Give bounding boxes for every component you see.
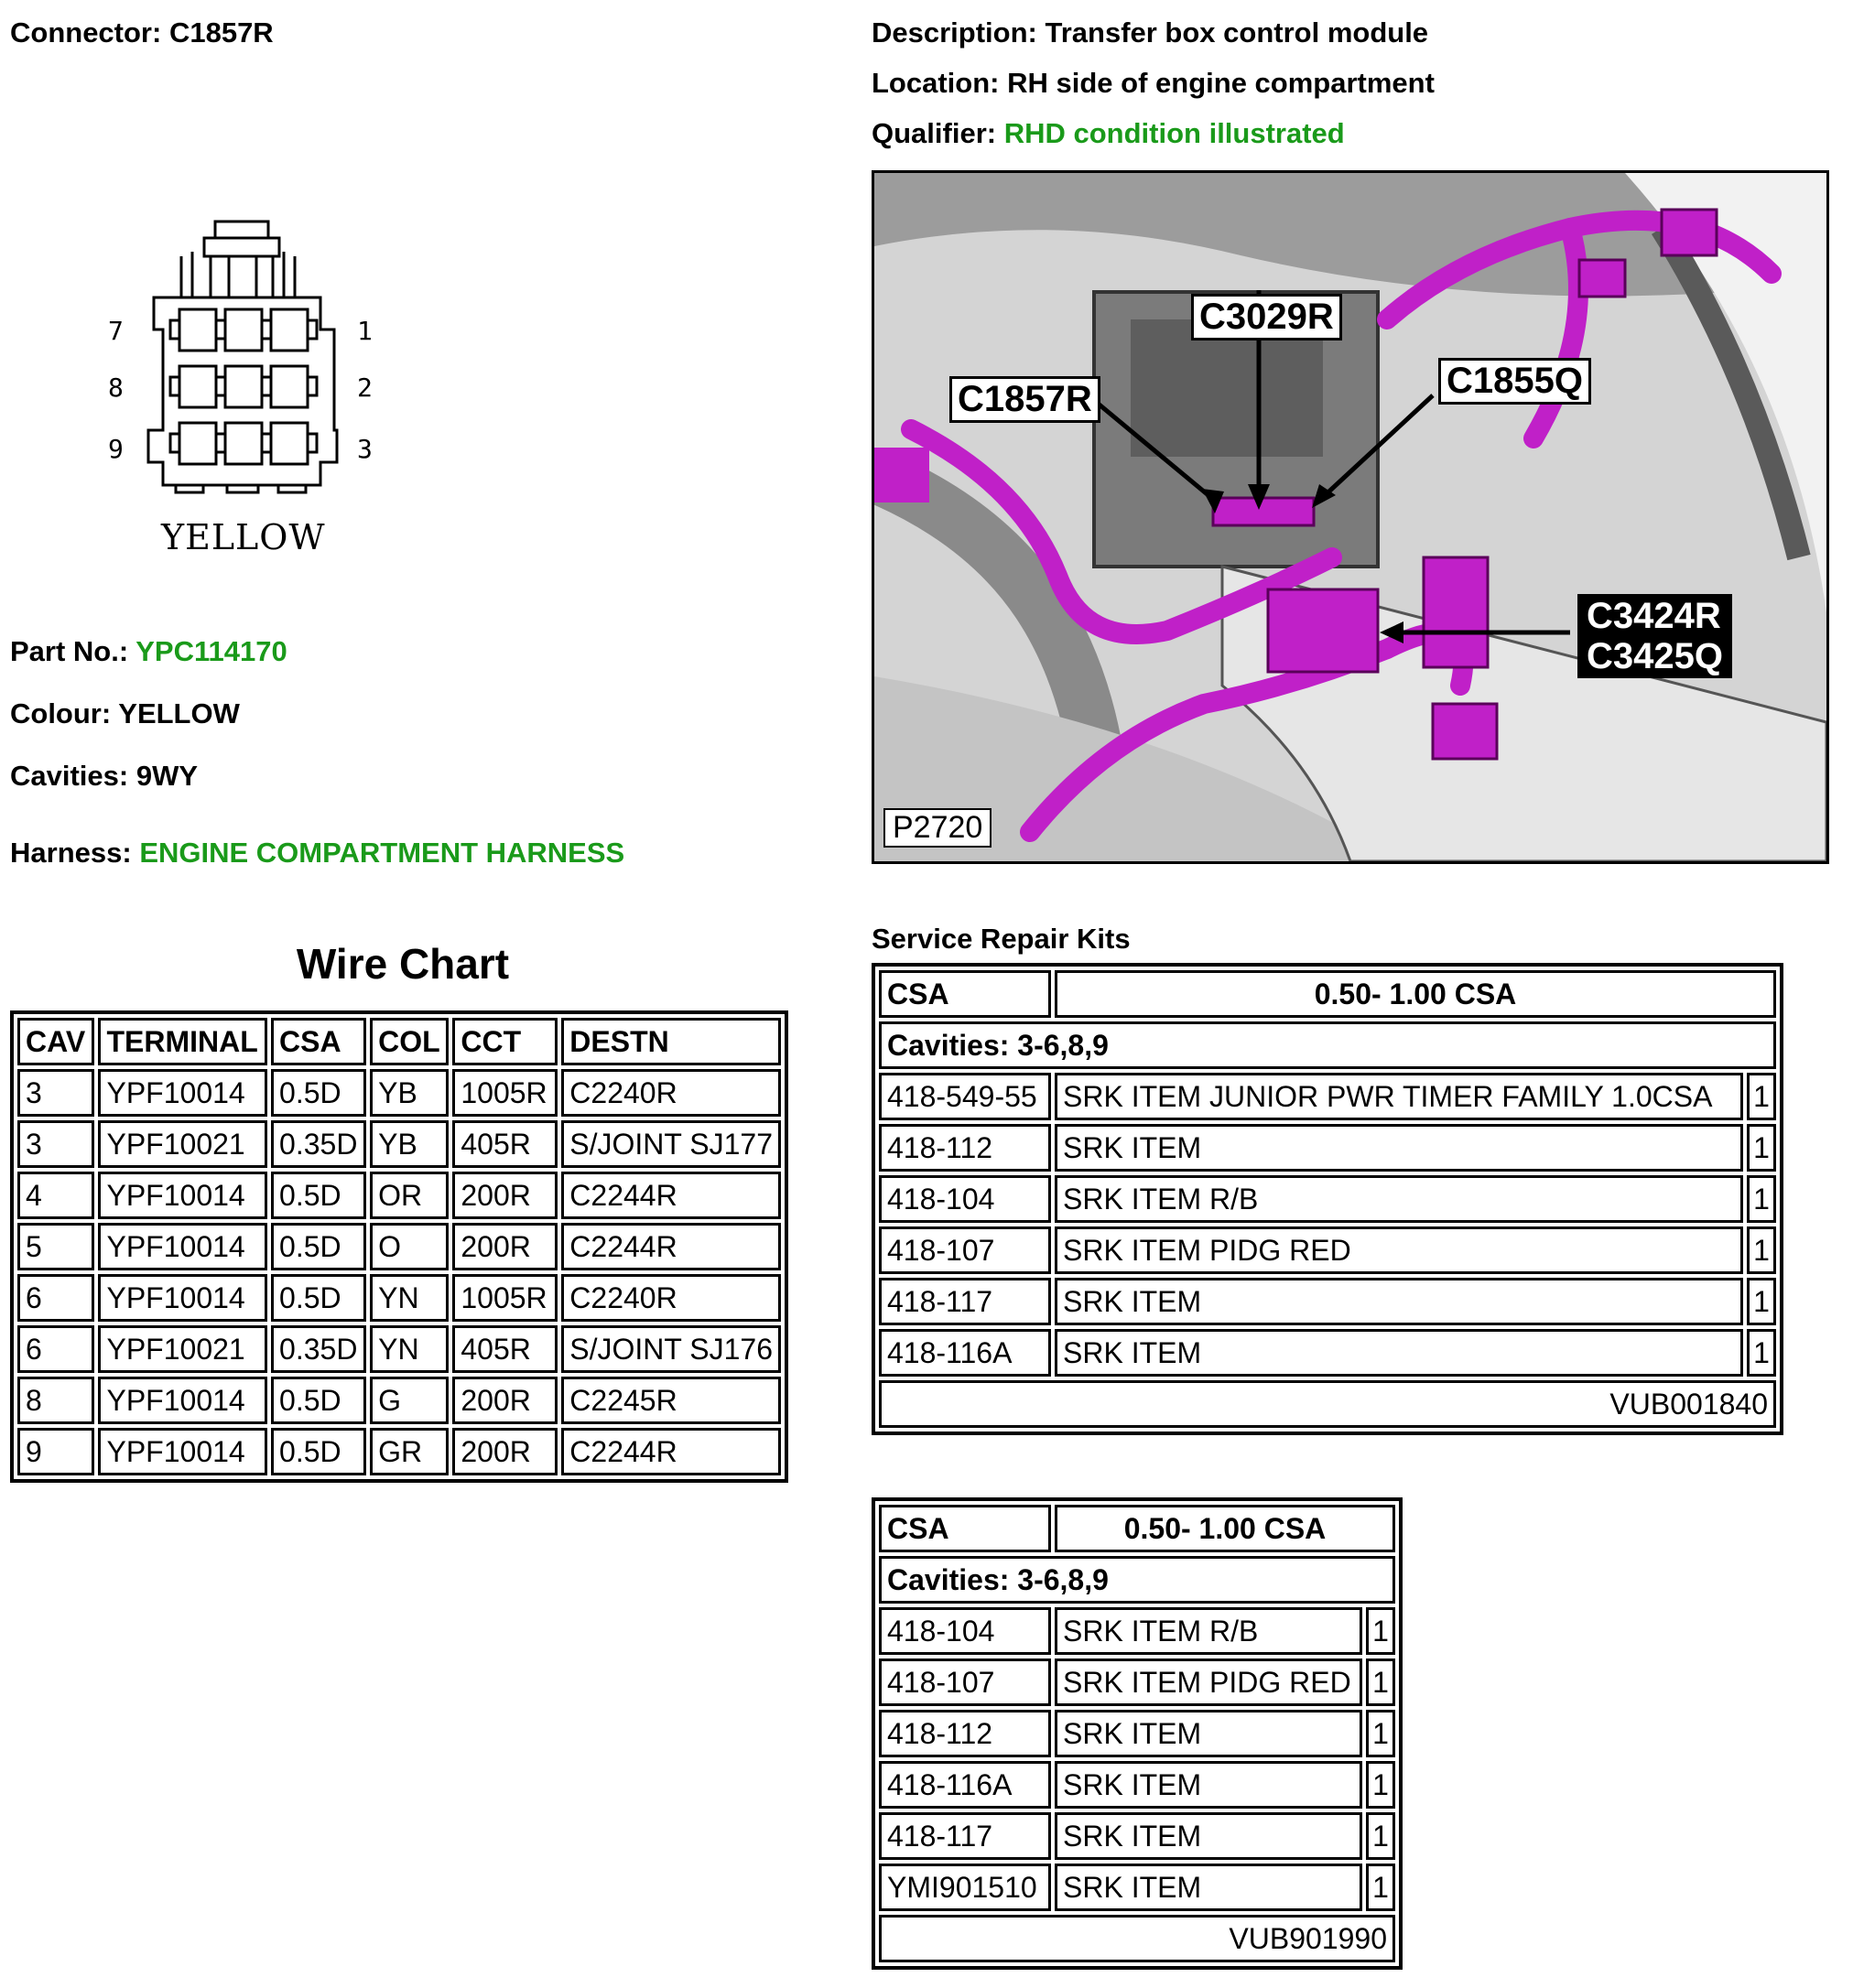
kit-cavities-row: Cavities: 3-6,8,9	[879, 1556, 1395, 1604]
cavities-value: 9WY	[135, 760, 199, 792]
table-row: 418-116A SRK ITEM 1	[879, 1761, 1395, 1809]
qualifier-line: Qualifier: RHD condition illustrated	[872, 117, 1345, 149]
table-row: 3 YPF10014 0.5D YB 1005R C2240R	[17, 1069, 781, 1117]
table-row: 418-549-55 SRK ITEM JUNIOR PWR TIMER FAMILY 1.0CSA 1	[879, 1073, 1776, 1120]
col-cct: CCT	[452, 1018, 558, 1065]
table-row: 418-112 SRK ITEM 1	[879, 1124, 1776, 1172]
table-row: 9 YPF10014 0.5D GR 200R C2244R	[17, 1428, 781, 1475]
table-row: 418-112 SRK ITEM 1	[879, 1710, 1395, 1757]
location-line: Location: RH side of engine compartment	[872, 67, 1435, 99]
wire-chart-table	[10, 1010, 788, 1483]
table-row: 6 YPF10021 0.35D YN 405R S/JOINT SJ176	[17, 1325, 781, 1373]
photo-reference: P2720	[883, 808, 992, 848]
table-row: 5 YPF10014 0.5D O 200R C2244R	[17, 1223, 781, 1270]
col-col: COL	[370, 1018, 449, 1065]
pin-1-label: 1	[357, 316, 373, 346]
location-value: RH side of engine compartment	[1007, 67, 1435, 99]
kit-code-row	[879, 1380, 1776, 1428]
table-row: 6 YPF10014 0.5D YN 1005R C2240R	[17, 1274, 781, 1322]
callout-c3029r: C3029R	[1191, 294, 1342, 340]
callout-c1857r: C1857R	[949, 376, 1100, 423]
connector-id: C1857R	[168, 16, 274, 49]
pin-7-label: 7	[108, 316, 124, 346]
part-no-value: YPC114170	[135, 635, 287, 667]
table-row: 418-116A SRK ITEM 1	[879, 1329, 1776, 1377]
colour-value: YELLOW	[118, 697, 240, 729]
kit-code: VUB901990	[879, 1915, 1395, 1962]
location-photo	[872, 170, 1829, 864]
cavities-line: Cavities: 9WY	[10, 760, 199, 792]
kit-header-row: CSA 0.50- 1.00 CSA	[879, 970, 1776, 1018]
col-terminal: TERMINAL	[98, 1018, 267, 1065]
table-row: 418-104 SRK ITEM R/B 1	[879, 1607, 1395, 1655]
kit-code-row	[879, 1915, 1395, 1962]
table-row: 8 YPF10014 0.5D G 200R C2245R	[17, 1377, 781, 1424]
table-row: 418-107 SRK ITEM PIDG RED 1	[879, 1226, 1776, 1274]
harness-line: Harness: ENGINE COMPARTMENT HARNESS	[10, 837, 625, 869]
repair-kit-table-2	[872, 1497, 1403, 1970]
pin-9-label: 9	[108, 434, 124, 464]
col-destn: DESTN	[561, 1018, 781, 1065]
callout-c1855q: C1855Q	[1438, 358, 1591, 405]
connector-line: Connector: C1857R	[10, 16, 274, 49]
description-value: Transfer box control module	[1045, 16, 1429, 49]
callout-c3425q: C3425Q	[1587, 636, 1723, 676]
pin-2-label: 2	[357, 373, 373, 403]
harness-value: ENGINE COMPARTMENT HARNESS	[139, 837, 625, 869]
col-cav: CAV	[17, 1018, 94, 1065]
table-row: 3 YPF10021 0.35D YB 405R S/JOINT SJ177	[17, 1120, 781, 1168]
table-row: YMI901510 SRK ITEM 1	[879, 1864, 1395, 1911]
engine-bay-illustration	[874, 173, 1826, 861]
wire-chart-header-row	[17, 1018, 781, 1065]
table-row: 418-107 SRK ITEM PIDG RED 1	[879, 1658, 1395, 1706]
kit-code: VUB001840	[879, 1380, 1776, 1428]
callout-c3424r-c3425q	[1577, 594, 1732, 678]
part-no-line: Part No.: YPC114170	[10, 635, 287, 667]
repair-kit-table-1	[872, 963, 1783, 1435]
service-repair-kits-title: Service Repair Kits	[872, 923, 1131, 955]
table-row: 418-117 SRK ITEM 1	[879, 1278, 1776, 1325]
col-csa: CSA	[271, 1018, 366, 1065]
colour-line: Colour: YELLOW	[10, 697, 240, 729]
pin-8-label: 8	[108, 373, 124, 403]
kit-header-row: CSA 0.50- 1.00 CSA	[879, 1505, 1395, 1552]
qualifier-value: RHD condition illustrated	[1003, 117, 1345, 149]
pin-3-label: 3	[357, 434, 373, 464]
callout-c3424r: C3424R	[1587, 596, 1721, 636]
table-row: 4 YPF10014 0.5D OR 200R C2244R	[17, 1172, 781, 1219]
kit-cavities-row: Cavities: 3-6,8,9	[879, 1021, 1776, 1069]
connector-colour-caption: YELLOW	[161, 517, 326, 557]
connector-face-diagram	[101, 211, 394, 577]
description-line: Description: Transfer box control module	[872, 16, 1429, 49]
table-row: 418-117 SRK ITEM 1	[879, 1812, 1395, 1860]
wire-chart-title: Wire Chart	[296, 940, 510, 988]
table-row: 418-104 SRK ITEM R/B 1	[879, 1175, 1776, 1223]
